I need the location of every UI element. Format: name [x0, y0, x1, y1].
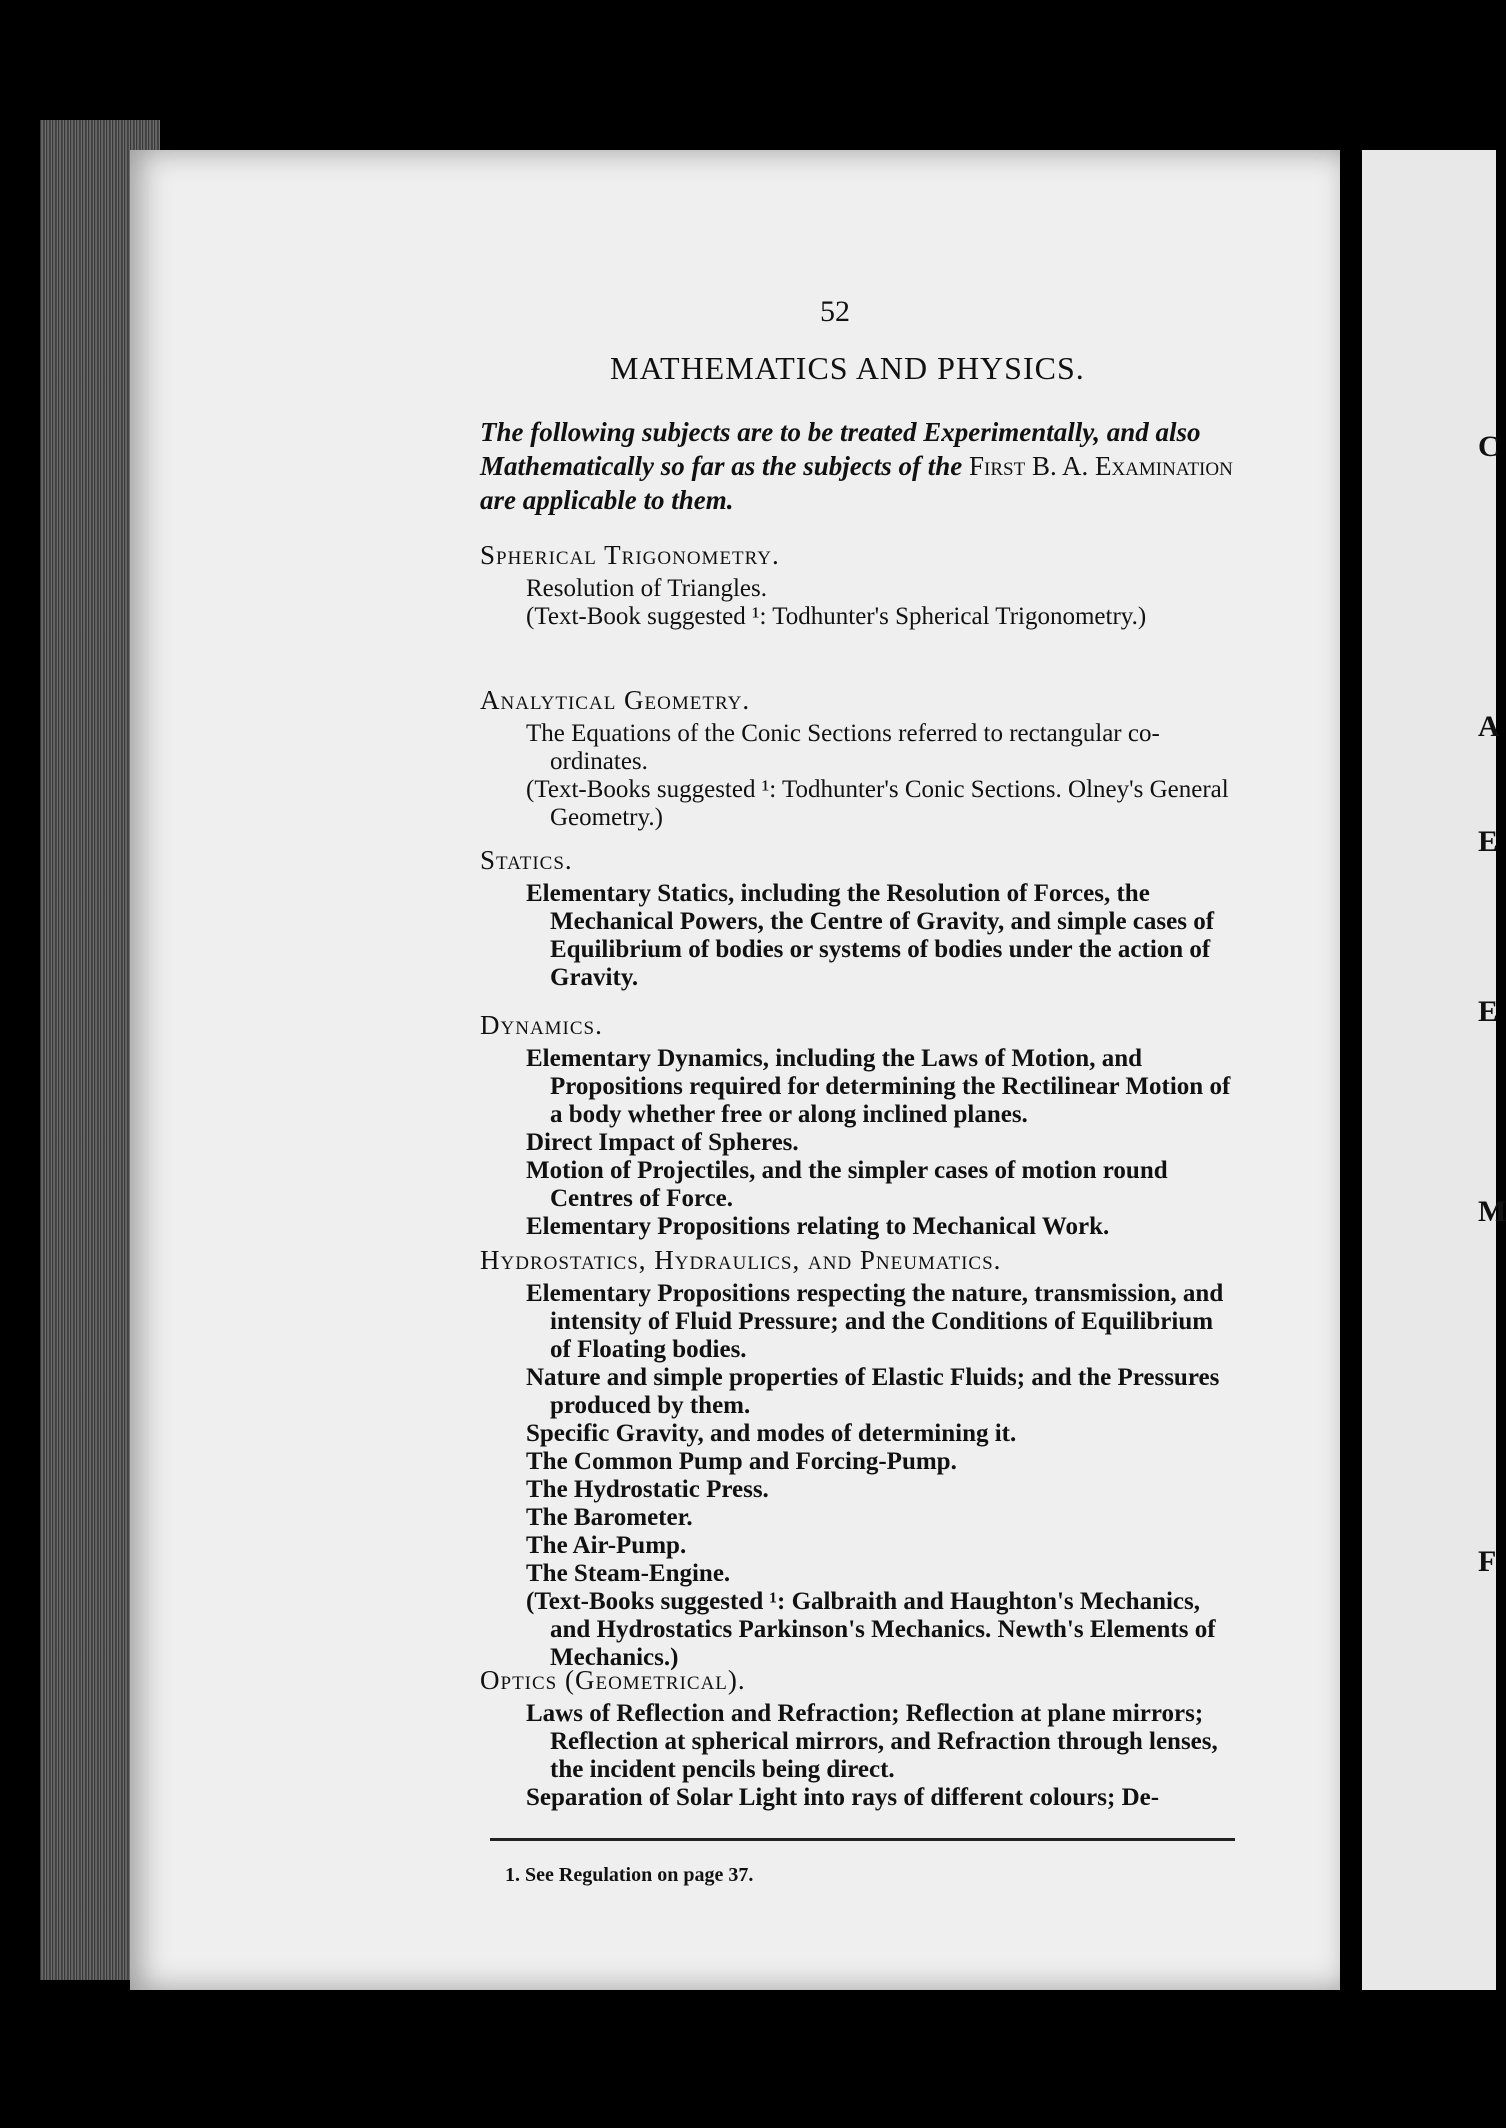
footnote: 1. See Regulation on page 37.: [505, 1864, 754, 1886]
section-item: (Text-Books suggested ¹: Todhunter's Conic Sections. Olney's General Geometry.): [526, 776, 1229, 831]
section-item: Specific Gravity, and modes of determining it.: [526, 1420, 1017, 1447]
facing-page-letter: F: [1478, 1545, 1497, 1578]
intro-text-part2: are applicable to them.: [480, 485, 734, 515]
section-heading: Statics.: [480, 845, 573, 875]
section-optics: [480, 1665, 1240, 1812]
section-statics: [480, 845, 1240, 992]
facing-page-letter: C: [1478, 430, 1500, 463]
section-heading: Spherical Trigonometry.: [480, 540, 780, 570]
section-item: The Hydrostatic Press.: [526, 1476, 769, 1503]
section-heading: Analytical Geometry.: [480, 685, 751, 715]
section-spherical-trigonometry: [480, 540, 1240, 631]
section-heading: Hydrostatics, Hydraulics, and Pneumatics.: [480, 1245, 1002, 1275]
section-item: Resolution of Triangles.: [526, 575, 767, 602]
section-item: The Common Pump and Forcing-Pump.: [526, 1448, 957, 1475]
section-heading: Optics (Geometrical).: [480, 1665, 746, 1695]
intro-paragraph: [480, 415, 1235, 517]
section-item: The Barometer.: [526, 1504, 693, 1531]
section-item: (Text-Book suggested ¹: Todhunter's Spherical Trigonometry.): [526, 603, 1147, 630]
footnote-divider: [490, 1838, 1235, 1841]
facing-page-letter: A: [1478, 710, 1500, 743]
section-item: The Air-Pump.: [526, 1532, 687, 1559]
section-heading: Dynamics.: [480, 1010, 603, 1040]
section-item: Motion of Projectiles, and the simpler cases of motion round Centres of Force.: [526, 1157, 1168, 1212]
section-item: Elementary Statics, including the Resolution of Forces, the Mechanical Powers, the Centre of Gravity, and simple cases of Equilibrium of bodies or systems of bodies under the action of Gravity.: [526, 880, 1215, 991]
section-item: The Steam-Engine.: [526, 1560, 731, 1587]
section-item: Nature and simple properties of Elastic Fluids; and the Pressures produced by them.: [526, 1364, 1220, 1419]
section-item: Elementary Propositions relating to Mechanical Work.: [526, 1213, 1110, 1240]
section-dynamics: [480, 1010, 1240, 1241]
facing-page-letter: E: [1478, 995, 1499, 1028]
page-title: MATHEMATICS AND PHYSICS.: [610, 350, 1085, 386]
section-item: Laws of Reflection and Refraction; Reflection at plane mirrors; Reflection at spherical mirrors, and Refraction through lenses, the incident pencils being direct.: [526, 1700, 1218, 1783]
intro-exam-name: First B. A. Examination: [969, 451, 1233, 481]
page-number: 52: [820, 295, 850, 328]
section-item: Elementary Propositions respecting the nature, transmission, and intensity of Fluid Pressure; and the Conditions of Equilibrium of Floating bodies.: [526, 1280, 1224, 1363]
facing-page-letter: M: [1478, 1195, 1506, 1228]
section-item: (Text-Books suggested ¹: Galbraith and Haughton's Mechanics, and Hydrostatics Parkinson's Mechanics. Newth's Elements of Mechanics.): [526, 1588, 1216, 1671]
section-analytical-geometry: [480, 685, 1240, 832]
section-item: Elementary Dynamics, including the Laws of Motion, and Propositions required for determining the Rectilinear Motion of a body whether free or along inclined planes.: [526, 1045, 1231, 1128]
section-hydrostatics: [480, 1245, 1240, 1672]
facing-page-letter: E: [1478, 825, 1499, 858]
section-item: Direct Impact of Spheres.: [526, 1129, 799, 1156]
section-item: The Equations of the Conic Sections referred to rectangular co-ordinates.: [526, 720, 1160, 775]
intro-text-part1: The following subjects are to be treated Experimentally, and also Mathematically so far as the subjects of the: [480, 417, 1201, 481]
section-item: Separation of Solar Light into rays of different colours; De-: [526, 1784, 1160, 1811]
